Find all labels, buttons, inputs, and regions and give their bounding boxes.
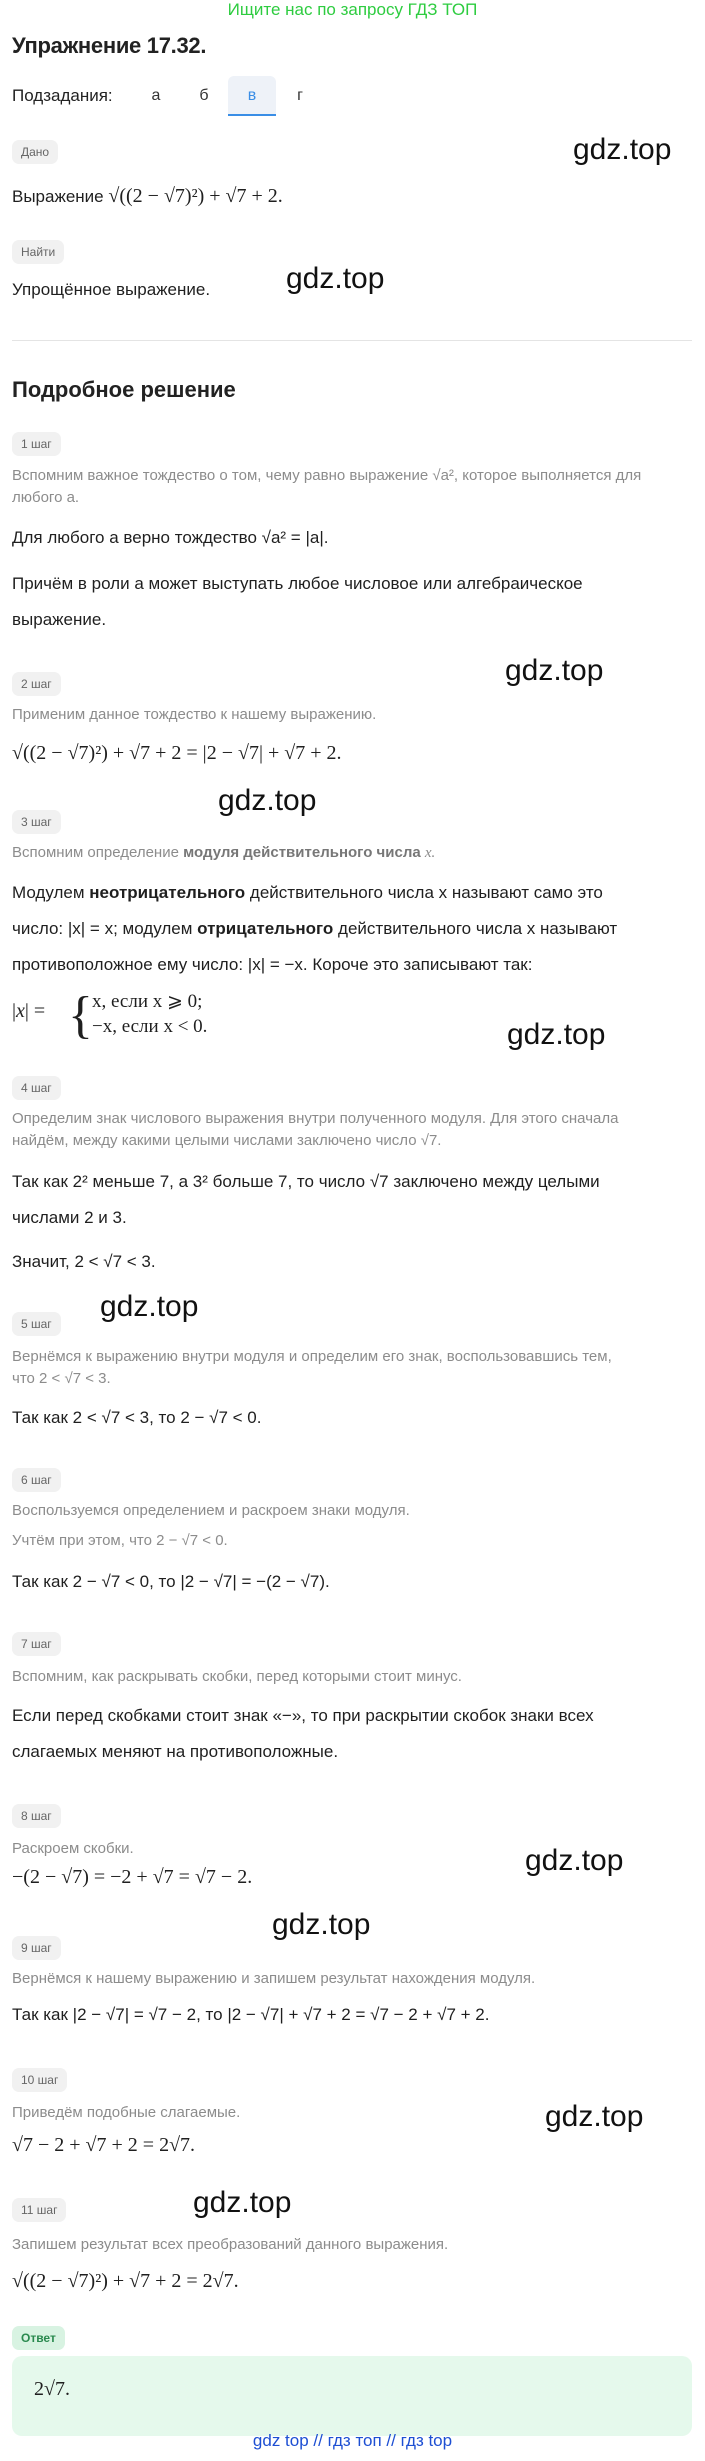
watermark: gdz.top (545, 2100, 644, 2133)
step-text: Так как 2 − √7 < 0, то |2 − √7| = −(2 − √7). (12, 1572, 330, 1591)
step-text (12, 875, 603, 911)
subtask-tab-a[interactable]: а (151, 87, 161, 104)
case-line: −x, если x < 0. (92, 1016, 208, 1037)
step-hint: Воспользуемся определением и раскроем знаки модуля. (12, 1502, 410, 1519)
step-text: числами 2 и 3. (12, 1208, 127, 1227)
page-title: Упражнение 17.32. (12, 33, 207, 58)
text-part: число: |x| = x; модулем (12, 919, 193, 938)
given-prefix: Выражение (12, 187, 104, 206)
step-text: Так как 2² меньше 7, а 3² больше 7, то число √7 заключено между целыми (12, 1172, 600, 1191)
step-hint: найдём, между какими целыми числами заключено число √7. (12, 1132, 442, 1149)
watermark: gdz.top (286, 262, 385, 295)
step-hint: Определим знак числового выражения внутри полученного модуля. Для этого сначала (12, 1110, 619, 1127)
top-banner-link[interactable]: Ищите нас по запросу ГДЗ ТОП (227, 0, 478, 19)
step-hint (12, 842, 435, 864)
step-hint: Запишем результат всех преобразований данного выражения. (12, 2236, 449, 2253)
brace-icon: { (68, 987, 93, 1044)
answer-box (12, 2356, 692, 2436)
watermark: gdz.top (193, 2186, 292, 2219)
step-hint: что 2 < √7 < 3. (12, 1370, 111, 1387)
case-line: x, если x ⩾ 0; (92, 991, 203, 1012)
hint-prefix: Вспомним определение (12, 844, 179, 861)
step-text: Причём в роли a может выступать любое числовое или алгебраическое (12, 574, 583, 593)
subtask-tab-g[interactable]: г (297, 87, 303, 104)
watermark: gdz.top (573, 133, 672, 166)
answer-pill: Ответ (12, 2326, 65, 2350)
step-pill: 9 шаг (12, 1936, 61, 1960)
text-bold: отрицательного (197, 919, 334, 938)
text-part: действительного числа x называют само это (249, 883, 603, 902)
watermark: gdz.top (272, 1908, 371, 1941)
step-pill: 2 шаг (12, 672, 61, 696)
step-pill: 10 шаг (12, 2068, 67, 2092)
step-text: Так как 2 < √7 < 3, то 2 − √7 < 0. (12, 1408, 262, 1427)
step-text (12, 911, 617, 947)
bottom-links[interactable]: gdz top // гдз топ // гдз top (252, 2431, 453, 2450)
modulus-lhs: |x| = (12, 1000, 46, 1022)
watermark: gdz.top (100, 1290, 199, 1323)
step-pill: 1 шаг (12, 432, 61, 456)
step-pill: 4 шаг (12, 1076, 61, 1100)
step-hint: Раскроем скобки. (12, 1840, 134, 1857)
watermark: gdz.top (525, 1844, 624, 1877)
find-pill: Найти (12, 240, 64, 264)
step-pill: 8 шаг (12, 1804, 61, 1828)
divider (12, 340, 692, 341)
step-pill: 6 шаг (12, 1468, 61, 1492)
step-hint: Применим данное тождество к нашему выражению. (12, 706, 377, 723)
step-hint: Вернёмся к выражению внутри модуля и определим его знак, воспользовавшись тем, (12, 1348, 612, 1365)
given-formula: √((2 − √7)²) + √7 + 2. (108, 185, 283, 207)
step-text: Если перед скобками стоит знак «−», то при раскрытии скобок знаки всех (12, 1706, 594, 1725)
text-part: Модулем (12, 883, 85, 902)
watermark: gdz.top (505, 654, 604, 687)
step-pill: 11 шаг (12, 2198, 66, 2222)
text-part: действительного числа x называют (338, 919, 618, 938)
step-pill: 7 шаг (12, 1632, 61, 1656)
given-expression (12, 178, 283, 215)
step-equation: −(2 − √7) = −2 + √7 = √7 − 2. (12, 1866, 253, 1888)
find-text: Упрощённое выражение. (12, 280, 211, 299)
step-hint: Учтём при этом, что 2 − √7 < 0. (12, 1532, 228, 1549)
given-pill: Дано (12, 140, 58, 164)
step-pill: 3 шаг (12, 810, 61, 834)
step-hint: Вернёмся к нашему выражению и запишем результат нахождения модуля. (12, 1970, 536, 1987)
answer-value: 2√7. (34, 2378, 70, 2400)
step-pill: 5 шаг (12, 1312, 61, 1336)
step-text: Для любого a верно тождество √a² = |a|. (12, 528, 329, 547)
step-equation: √((2 − √7)²) + √7 + 2 = 2√7. (12, 2270, 239, 2292)
step-text: Значит, 2 < √7 < 3. (12, 1252, 156, 1271)
text-bold: неотрицательного (89, 883, 246, 902)
step-text: противоположное ему число: |x| = −x. Короче это записывают так: (12, 955, 533, 974)
step-hint: Вспомним, как раскрывать скобки, перед которыми стоит минус. (12, 1668, 462, 1685)
subtasks-label: Подзадания: (12, 86, 113, 105)
step-equation: √7 − 2 + √7 + 2 = 2√7. (12, 2134, 196, 2156)
step-equation: √((2 − √7)²) + √7 + 2 = |2 − √7| + √7 + 2. (12, 742, 342, 764)
hint-suffix: x. (424, 845, 436, 861)
solution-heading: Подробное решение (12, 377, 236, 402)
watermark: gdz.top (218, 784, 317, 817)
step-text: Так как |2 − √7| = √7 − 2, то |2 − √7| + √7 + 2 = √7 − 2 + √7 + 2. (12, 2005, 490, 2024)
subtask-tab-v[interactable]: в (228, 76, 276, 116)
step-hint: Приведём подобные слагаемые. (12, 2104, 241, 2121)
hint-bold: модуля действительного числа (183, 844, 421, 861)
step-hint: Вспомним важное тождество о том, чему равно выражение √a², которое выполняется для любого a. (12, 467, 642, 506)
step-text: слагаемых меняют на противоположные. (12, 1742, 339, 1761)
watermark: gdz.top (507, 1018, 606, 1051)
step-text: выражение. (12, 610, 107, 629)
subtask-tab-b[interactable]: б (199, 87, 209, 104)
